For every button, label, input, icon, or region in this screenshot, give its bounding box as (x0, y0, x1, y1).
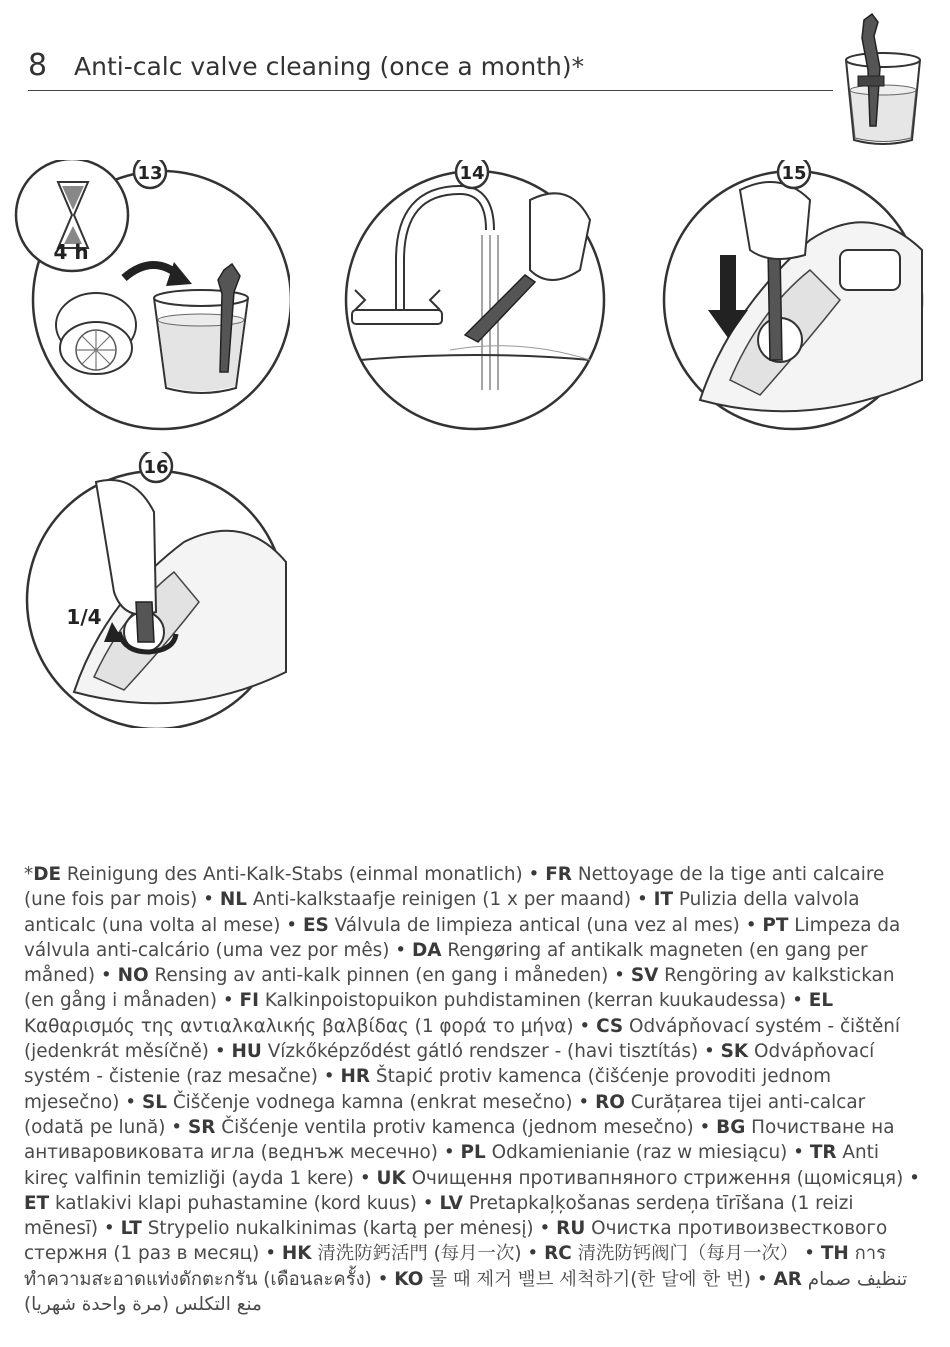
language-code: HK (281, 1243, 312, 1265)
translation-text: Reinigung des Anti-Kalk-Stabs (einmal monatlich) (66, 864, 523, 885)
timer-label: 4 h (53, 240, 89, 264)
language-code: SK (720, 1041, 749, 1063)
translation-text: Очистка противоизвесткового стержня (1 раз в месяц) (24, 1218, 888, 1265)
step-15-illustration (660, 160, 940, 436)
translation-text: Rengøring af antikalk magneten (en gang per måned) (24, 939, 868, 987)
step-number: 15 (781, 163, 807, 184)
bullet-separator: • (317, 1066, 341, 1088)
language-code: RC (544, 1243, 572, 1265)
translation-text: Очищення противапняного стриження (щомісяця) (411, 1167, 904, 1189)
bullet-separator: • (572, 1091, 596, 1113)
bullet-separator: • (521, 1243, 545, 1265)
language-code: IT (653, 889, 674, 911)
rotation-label: 1/4 (66, 605, 102, 629)
bullet-separator: • (522, 864, 546, 885)
bullet-separator: • (693, 1116, 717, 1138)
translation-text: Odvápňovací systém - čištění (jedenkrát měsíčně) (24, 1015, 901, 1063)
bullet-separator: • (698, 1041, 721, 1063)
bullet-separator: • (197, 889, 220, 911)
translation-text: 清洗防鈣活門 (每月一次) (317, 1243, 522, 1265)
bullet-separator: • (573, 1015, 597, 1037)
language-code: CS (596, 1015, 624, 1037)
translation-text: Anti-kalkstaafje reinigen (1 x per maand) (252, 889, 632, 911)
bullet-separator: • (208, 1041, 232, 1063)
bullet-separator: • (98, 1218, 121, 1240)
language-code: SL (141, 1091, 167, 1113)
bullet-separator: • (739, 914, 763, 936)
translation-text: Καθαρισμός της αντιαλκαλικής βαλβίδας (1 φορά το μήνα) (24, 1015, 574, 1037)
language-code: LV (439, 1192, 463, 1214)
translation-text: Nettoyage de la tige anti calcaire (une fois par mois) (24, 864, 885, 911)
bullet-separator: • (798, 1243, 821, 1265)
translation-text: Rengöring av kalkstickan (en gång i månaden) (24, 965, 895, 1012)
language-code: TR (809, 1142, 837, 1164)
language-code: LT (120, 1218, 142, 1240)
translation-text: Štapić protiv kamenca (čišćenje provoditi jednom mjesečno) (24, 1066, 832, 1113)
translation-text: Почистване на антиваровиковата игла (веднъж месечно) (24, 1116, 895, 1164)
glass-thumbnail-illustration (828, 8, 938, 148)
section-title: Anti-calc valve cleaning (once a month)* (74, 52, 585, 81)
bullet-separator: • (750, 1268, 774, 1290)
language-code: FR (545, 864, 572, 885)
language-code: NL (219, 889, 247, 911)
language-code: TH (820, 1243, 849, 1265)
step-14-illustration (340, 160, 610, 436)
translation-text: Rensing av anti-kalk pinnen (en gang i måneden) (154, 965, 609, 987)
hourglass-timer (16, 160, 128, 271)
translation-text: katlakivi klapi puhastamine (kord kuus) (54, 1192, 417, 1214)
bullet-separator: • (533, 1218, 557, 1240)
translation-text: Čišćenje ventila protiv kamenca (jednom mesečno) (221, 1116, 694, 1138)
language-code: DE (33, 864, 62, 885)
language-code: UK (376, 1167, 406, 1189)
translation-text: Odkamienianie (raz w miesiącu) (491, 1142, 788, 1164)
section-header (28, 44, 833, 91)
language-code: FI (239, 990, 259, 1012)
translation-text: Pretapkaļķošanas serdeņa tīrīšana (1 reizi mēnesī) (24, 1192, 854, 1240)
bullet-separator: • (608, 965, 631, 987)
translation-text: Vízkőképződést gátló rendszer - (havi tisztítás) (267, 1041, 699, 1063)
bullet-separator: • (353, 1167, 377, 1189)
language-code: ET (24, 1192, 50, 1214)
section-number: 8 (28, 48, 48, 83)
step-number: 16 (143, 457, 169, 478)
bullet-separator: • (371, 1268, 395, 1290)
bullet-separator: • (631, 889, 654, 911)
language-code: ES (302, 914, 329, 936)
bullet-separator: • (119, 1091, 142, 1113)
step-number: 14 (459, 163, 485, 184)
step-number: 13 (137, 163, 163, 184)
bullet-separator: • (787, 1142, 810, 1164)
language-code: EL (808, 990, 834, 1012)
bullet-separator: • (280, 914, 303, 936)
language-code: PL (460, 1142, 486, 1164)
step-16-illustration (24, 452, 294, 728)
language-code: BG (716, 1116, 746, 1138)
translation-text: Limpeza da válvula anti-calcário (uma vez por mês) (24, 914, 901, 961)
footer-asterisk: * (24, 864, 34, 885)
bullet-separator: • (903, 1167, 920, 1189)
translation-text: Strypelio nukalkinimas (kartą per mėnesį) (147, 1218, 534, 1240)
language-code: HR (340, 1066, 371, 1088)
step-13-illustration (14, 160, 290, 436)
language-code: SV (630, 965, 659, 987)
translation-text: Odvápňovací systém - čistenie (raz mesačne) (24, 1041, 875, 1088)
language-code: DA (411, 939, 442, 961)
translation-text: Pulizia della valvola anticalc (una volta al mese) (24, 889, 860, 936)
language-code: AR (773, 1268, 802, 1290)
language-code: RU (556, 1218, 586, 1240)
language-code: NO (117, 965, 149, 987)
bullet-separator: • (416, 1192, 440, 1214)
bullet-separator: • (217, 990, 240, 1012)
language-code: SR (187, 1116, 216, 1138)
translation-text: การทำความสะอาดแท่งดักตะกรัน (เดือนละครั้ง) (24, 1243, 886, 1290)
language-code: KO (394, 1268, 424, 1290)
translation-text: Kalkinpoistopuikon puhdistaminen (kerran kuukaudessa) (264, 990, 787, 1012)
bullet-separator: • (259, 1243, 282, 1265)
lemon-icon (56, 293, 136, 374)
translation-text: 물 때 제거 밸브 세척하기(한 달에 한 번) (429, 1268, 751, 1290)
translation-text: Čiščenje vodnega kamna (enkrat mesečno) (172, 1091, 573, 1113)
language-code: PT (762, 914, 789, 936)
translation-text: Válvula de limpieza antical (una vez al mes) (334, 914, 740, 936)
language-code: HU (231, 1041, 262, 1063)
bullet-separator: • (95, 965, 118, 987)
translation-text: 清洗防钙阀门（每月一次） (577, 1243, 799, 1265)
language-code: RO (595, 1091, 625, 1113)
translation-text: تنظيف صمام منع التكلس (مرة واحدة شهريا) (24, 1268, 908, 1316)
translations-footer (24, 862, 929, 1317)
bullet-separator: • (389, 939, 412, 961)
translation-text: Anti kireç valfinin temizliği (ayda 1 kere) (24, 1142, 879, 1189)
bullet-separator: • (437, 1142, 461, 1164)
bullet-separator: • (786, 990, 809, 1012)
translation-text: Curățarea tijei anti-calcar (odată pe lună) (24, 1091, 866, 1138)
bullet-separator: • (165, 1116, 188, 1138)
